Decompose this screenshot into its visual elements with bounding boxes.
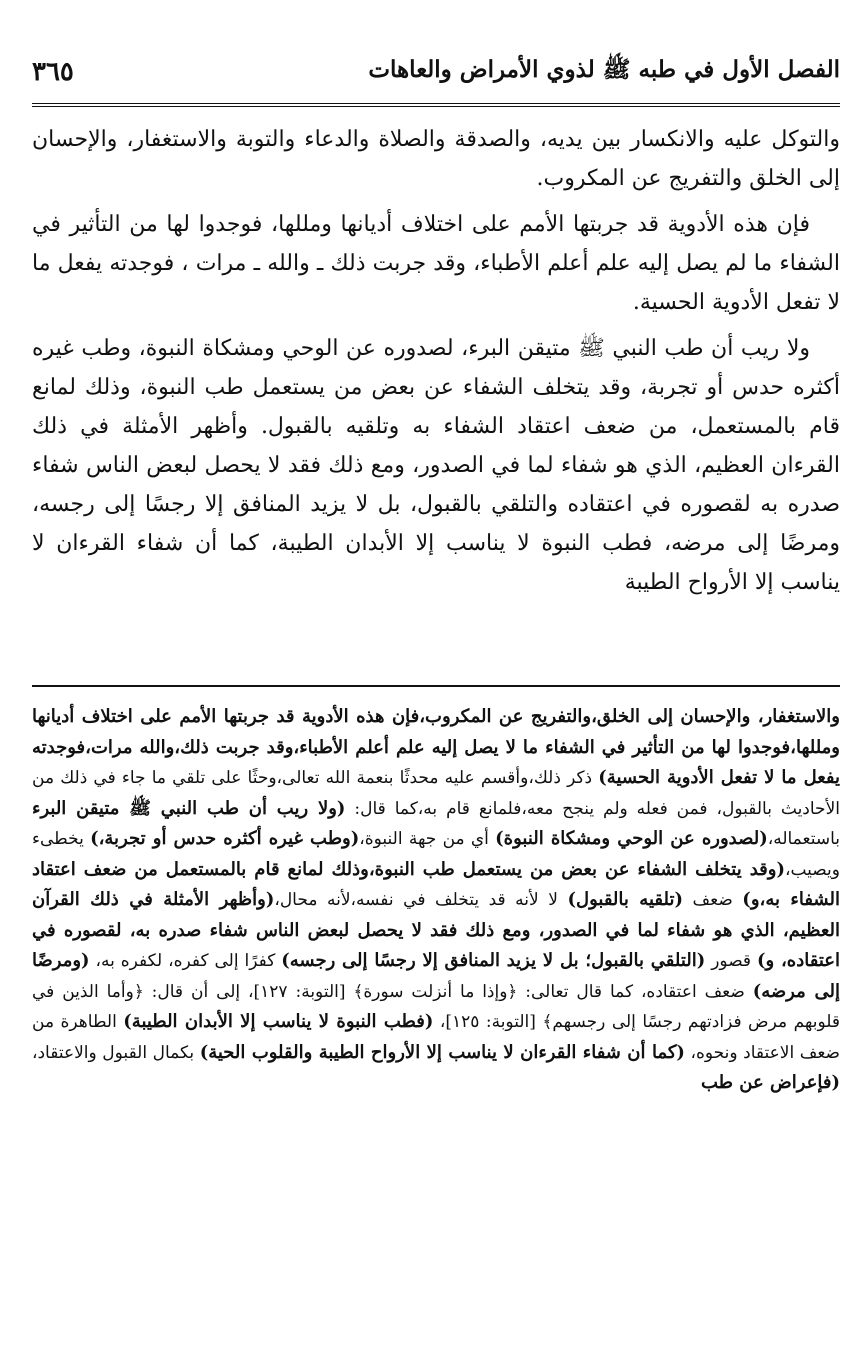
commentary-segment: ذكر ذلك،وأقسم عليه محدثًا بنعمة الله تعالى،وحثًا على تلقي ما جاء في ذلك من الأحاديث بالقبول، فمن فعله ولم ينجح معه،فلمانع قام به،كما قال:	[32, 768, 840, 819]
paragraph: والتوكل عليه والانكسار بين يديه، والصدقة والصلاة والدعاء والتوبة والاستغفار، والإحسان إلى الخلق والتفريج عن المكروب.	[32, 127, 840, 191]
running-header	[32, 52, 840, 92]
commentary-segment: (كما أن شفاء القرءان لا يناسب إلا الأرواح الطيبة والقلوب الحية)	[199, 1041, 685, 1063]
page-number: ٣٦٥	[32, 57, 74, 87]
footnote-divider	[32, 685, 840, 687]
paragraph: فإن هذه الأدوية قد جربتها الأمم على اختلاف أديانها ومللها، فوجدوا لها من التأثير في الشفاء ما لم يصل إليه علم أعلم الأطباء، وقد جربت ذلك ـ والله ـ مرات ، فوجدته يفعل ما لا تفعل الأدوية الحسية.	[32, 212, 840, 315]
commentary-segment: والاستغفار، والإحسان إلى الخلق،والتفريج عن المكروب،فإن هذه الأدوية قد جربتها الأمم على اختلاف أديانها ومللها،فوجدوا لها من التأثير في الشفاء ما لا يصل إليه علم أعلم الأطباء،وقد جربت ذلك،والله مرات،فوجدته يفعل ما لا تفعل الأدوية الحسية)	[32, 706, 841, 788]
chapter-title: الفصل الأول في طبه ﷺ لذوي الأمراض والعاهات	[368, 56, 840, 83]
commentary-segment: يخطىء ويصيب،	[32, 829, 840, 880]
header-divider	[32, 103, 840, 107]
commentary-segment: ضعف	[682, 890, 743, 910]
commentary-segment: (لصدوره عن الوحي ومشكاة النبوة)	[495, 828, 768, 849]
book-page	[32, 0, 840, 1359]
commentary-segment: أي من جهة النبوة،	[359, 829, 496, 849]
commentary-segment: (التلقي بالقبول؛ بل لا يزيد المنافق إلا رجسًا إلى رجسه)	[281, 950, 706, 971]
commentary-segment: كفرًا إلى كفره، لكفره به،	[89, 951, 282, 971]
commentary-segment: (وطب غيره أكثره حدس أو تجربة،)	[90, 828, 360, 849]
commentary-segment: (تلقيه بالقبول)	[567, 889, 683, 910]
commentary-footnote	[32, 702, 840, 1099]
commentary-segment: (فطب النبوة لا يناسب إلا الأبدان الطيبة)	[123, 1011, 434, 1032]
paragraph: ولا ريب أن طب النبي ﷺ متيقن البرء، لصدوره عن الوحي ومشكاة النبوة، وطب غيره أكثره حدس أو تجربة، وقد يتخلف الشفاء عن بعض من يستعمل طب النبوة، وذلك لمانع قام بالمستعمل، من ضعف اعتقاد الشفاء به وتلقيه بالقبول. وأظهر الأمثلة في ذلك القرءان العظيم، الذي هو شفاء لما في الصدور، ومع ذلك فقد لا يحصل لبعض الناس شفاء صدره به لقصوره في اعتقاده والتلقي بالقبول، بل لا يزيد المنافق إلا رجسًا إلى رجسه، ومرضًا إلى مرضه، فطب النبوة لا يناسب إلا الأبدان الطيبة، كما أن شفاء القرءان لا يناسب إلا الأرواح الطيبة	[32, 336, 840, 595]
commentary-segment: لا لأنه قد يتخلف في نفسه،لأنه محال،	[274, 890, 568, 910]
commentary-segment: (وأظهر الأمثلة في ذلك القرآن العظيم، الذي هو شفاء لما في الصدور، ومع ذلك فقد لا يحصل لبعض الناس شفاء صدره به، لقصوره في اعتقاده، و)	[32, 889, 840, 971]
commentary-segment: ضعف اعتقاده، كما قال تعالى: ﴿وإذا ما أنزلت سورة﴾ [التوبة: ١٢٧]، إلى أن قال: ﴿وأما الذين في قلوبهم مرض فزادتهم رجسًا إلى رجسهم﴾ [التوبة: ١٢٥]،	[32, 981, 840, 1032]
commentary-segment: (وقد يتخلف الشفاء عن بعض من يستعمل طب النبوة،وذلك لمانع قام بالمستعمل من ضعف اعتقاد الشفاء به،و)	[32, 858, 840, 910]
commentary-segment: (فإعراض عن طب	[700, 1072, 840, 1093]
commentary-segment: (ومرضًا إلى مرضه)	[32, 950, 840, 1002]
commentary-segment: الطاهرة من ضعف الاعتقاد ونحوه،	[32, 1012, 840, 1063]
commentary-segment: (ولا ريب أن طب النبي ﷺ متيقن البرء	[32, 797, 346, 819]
main-text	[32, 120, 840, 609]
commentary-segment: باستعماله،	[767, 829, 840, 849]
commentary-segment: بكمال القبول والاعتقاد،	[32, 1042, 200, 1063]
commentary-segment: قصور	[705, 951, 757, 971]
commentary-text	[32, 702, 840, 1099]
